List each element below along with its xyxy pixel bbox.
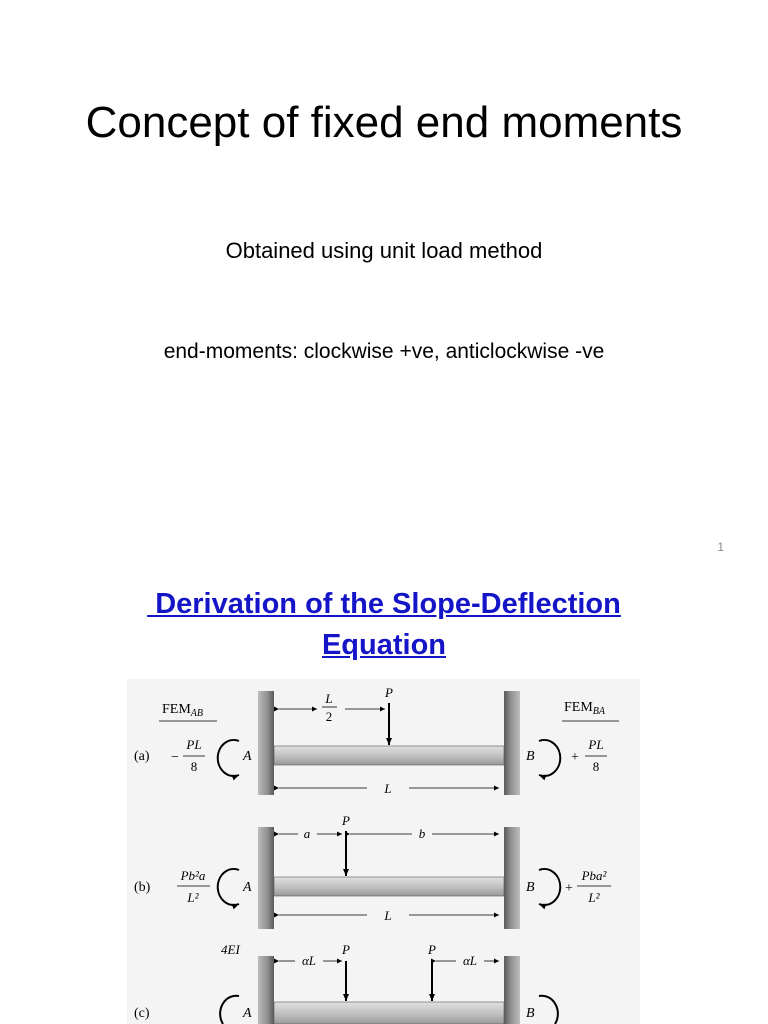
end-b: B <box>526 880 535 895</box>
left-sign: − <box>171 750 179 765</box>
right-sign: + <box>565 881 573 896</box>
span-label: L <box>384 908 392 923</box>
slide-heading <box>80 584 688 666</box>
slide-subtitle: Obtained using unit load method <box>225 238 543 263</box>
end-a: A <box>243 1006 252 1021</box>
figure-background <box>127 679 640 1024</box>
heading-line-2: Equation <box>321 629 447 661</box>
heading-line-1: Derivation of the Slope-Deflection <box>147 588 621 620</box>
load-label: P <box>342 813 350 828</box>
left-num: PL <box>186 737 202 752</box>
end-b: B <box>526 749 535 764</box>
wall-left <box>258 691 274 795</box>
beam <box>274 746 504 765</box>
fem-ab-header: $FEM_{AB}$ <box>162 702 204 719</box>
span-label: L <box>384 781 392 796</box>
partial-label: 4EI <box>221 942 240 957</box>
fixed-end-moment-figure <box>127 679 640 1024</box>
right-num: PL <box>588 737 604 752</box>
left-den: L² <box>187 890 199 905</box>
dim-top-den: 2 <box>325 709 333 724</box>
beam <box>274 877 504 896</box>
dim-right: αL <box>462 953 478 968</box>
dim-left: αL <box>301 953 317 968</box>
end-a: A <box>243 749 252 764</box>
fem-ba-header: $FEM_{BA}$ <box>564 700 606 717</box>
right-sign: + <box>571 750 579 765</box>
end-b: B <box>526 1006 535 1021</box>
dim-a: a <box>303 826 311 841</box>
load-label: P <box>385 685 393 700</box>
left-den: 8 <box>190 759 198 774</box>
load-label-1: P <box>342 942 350 957</box>
right-den: L² <box>588 890 600 905</box>
sign-convention-note: end-moments: clockwise +ve, anticlockwise -ve <box>163 340 605 363</box>
left-num: Pb²a <box>180 868 206 883</box>
wall-left <box>258 827 274 929</box>
page-number: 1 <box>717 540 724 554</box>
right-den: 8 <box>592 759 600 774</box>
wall-left <box>258 956 274 1024</box>
right-num: Pba² <box>581 868 607 883</box>
beam <box>274 1002 504 1024</box>
row-tag: (b) <box>134 880 151 895</box>
wall-right <box>504 956 520 1024</box>
dim-b: b <box>418 826 426 841</box>
wall-right <box>504 691 520 795</box>
load-label-2: P <box>428 942 436 957</box>
row-tag: (a) <box>134 749 150 764</box>
wall-right <box>504 827 520 929</box>
end-a: A <box>243 880 252 895</box>
slide-2 <box>0 560 768 1024</box>
dim-top-num: L <box>325 691 333 706</box>
row-tag: (c) <box>134 1006 150 1021</box>
slide-title: Concept of fixed end moments <box>85 98 683 147</box>
